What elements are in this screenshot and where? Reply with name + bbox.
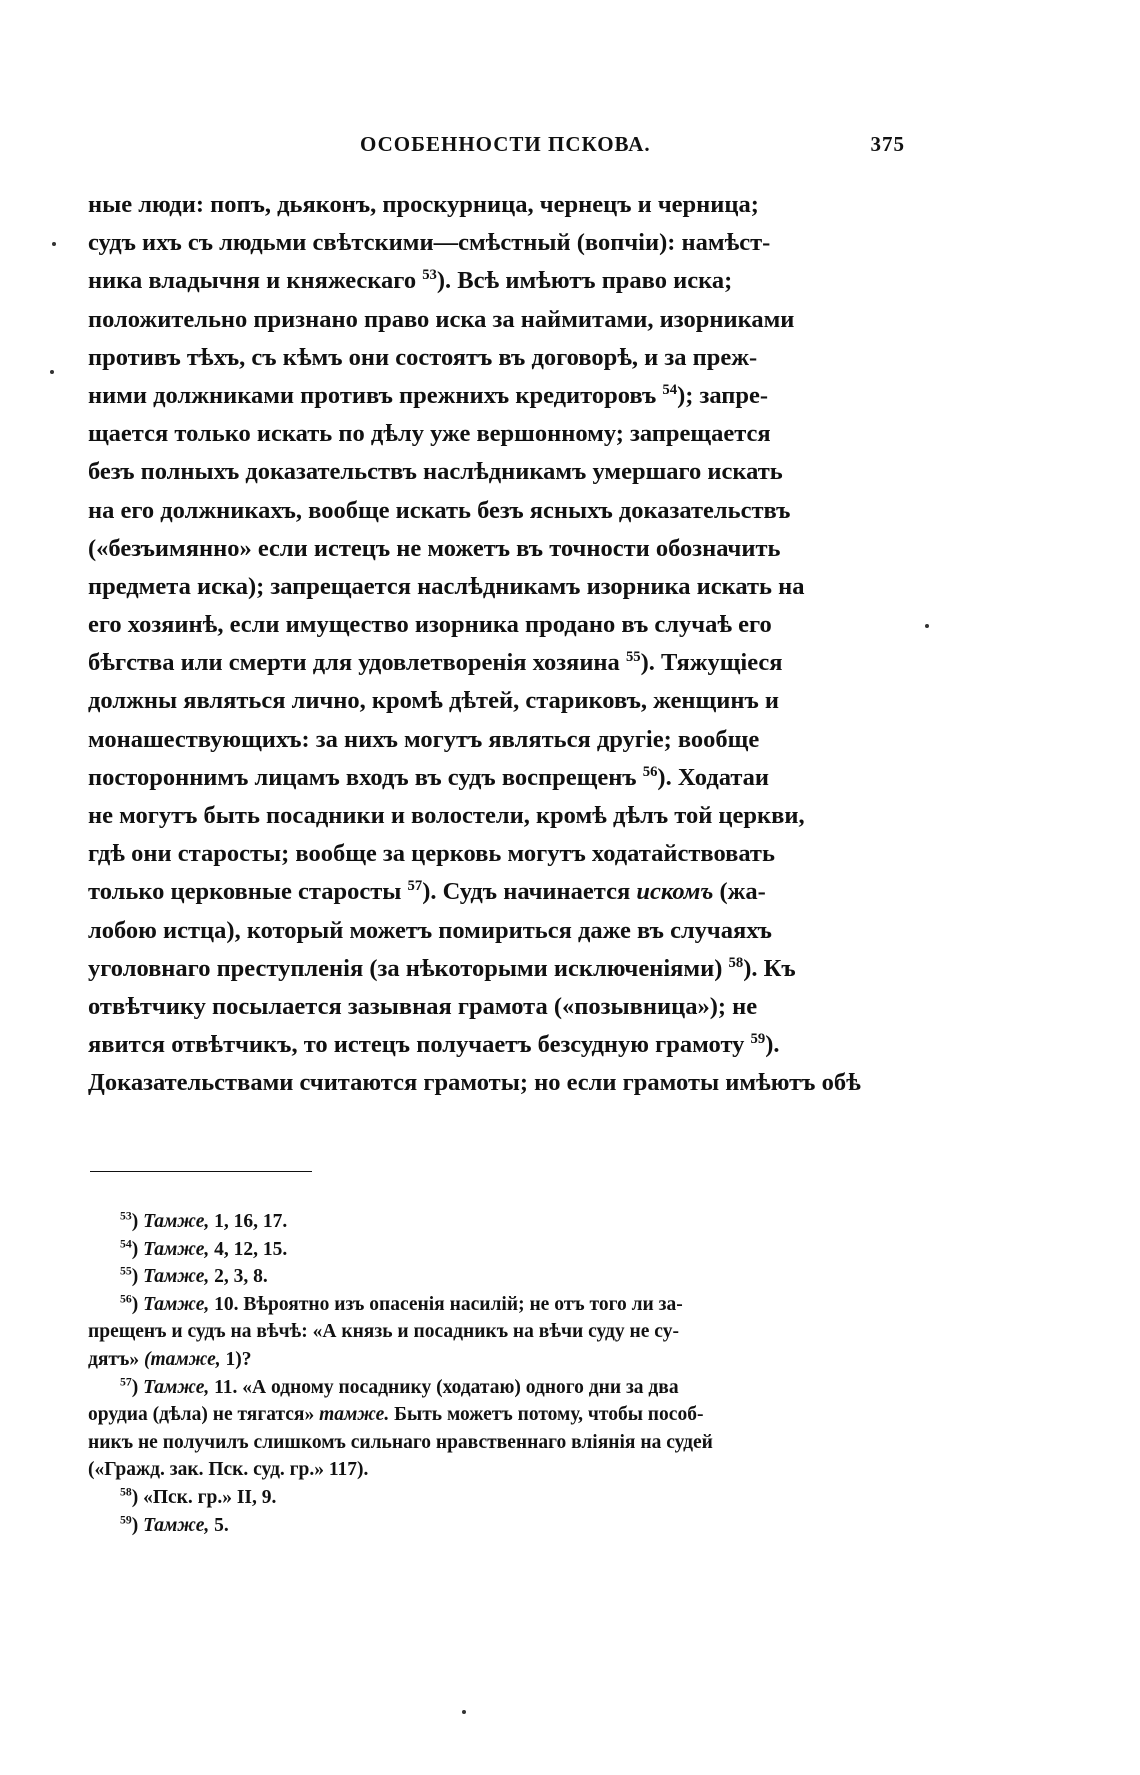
text-line: не могутъ быть посадники и волостели, кромѣ дѣлъ той церкви,	[88, 802, 805, 829]
text-line: отвѣтчику посылается зазывная грамота («позывница»); не	[88, 992, 758, 1020]
footnote-continuation: никъ не получилъ слишкомъ сильнаго нравственнаго влiянiя на судей	[88, 1431, 713, 1453]
page-title: ОСОБЕННОСТИ ПСКОВА.	[360, 132, 651, 156]
footnote-continuation: («Гражд. зак. Пск. суд. гр.» 117).	[88, 1459, 369, 1481]
footnote-ref: 56	[642, 763, 658, 780]
footnote: $^{58}$) «Пск. гр.» II, 9.	[120, 1485, 277, 1508]
text-line: Доказательствами считаются грамоты; но если грамоты имѣютъ обѣ	[88, 1069, 861, 1097]
text-line: безъ полныхъ доказательствъ наслѣдникамъ умершаго искать	[88, 458, 783, 486]
text-line: уголовнаго преступленiя (за нѣкоторыми исключенiями) $^{58}$). Къ	[88, 954, 796, 982]
footnote: $^{54}$) Тамже, 4, 12, 15.	[120, 1237, 288, 1260]
text-line: судъ ихъ съ людьми свѣтскими—смѣстный (вопчiи): намѣст-	[88, 229, 771, 257]
footnote: $^{56}$) Тамже, 10. Вѣроятно изъ опасенiя насилiй; не отъ того ли за-	[120, 1292, 683, 1315]
footnote-ref: 59	[750, 1030, 766, 1047]
footnote-ref: 58	[728, 954, 744, 971]
footnote-continuation: дятъ» (тамже, 1)?	[88, 1348, 252, 1370]
footnote: $^{57}$) Тамже, 11. «А одному посаднику (ходатаю) одного дни за два	[120, 1375, 679, 1398]
text-line: постороннимъ лицамъ входъ въ судъ воспрещенъ $^{56}$). Ходатаи	[88, 763, 770, 791]
scan-speck	[52, 242, 56, 246]
body-text	[88, 186, 904, 1103]
footnote-ref: 57	[407, 878, 423, 895]
text-line: противъ тѣхъ, съ кѣмъ они состоятъ въ договорѣ, и за преж-	[88, 343, 758, 371]
scan-speck	[925, 624, 929, 628]
text-line: положительно признано право иска за наймитами, изорниками	[88, 305, 795, 333]
footnotes	[88, 1208, 904, 1539]
running-head	[360, 132, 905, 162]
footnote-ref: 53	[422, 267, 437, 284]
footnote-continuation: прещенъ и судъ на вѣчѣ: «А князь и посадникъ на вѣчи суду не су-	[88, 1321, 679, 1343]
scan-speck	[50, 370, 54, 374]
footnote-ref: 54	[662, 381, 678, 398]
text-line: гдѣ они старосты; вообще за церковь могутъ ходатайствовать	[88, 840, 775, 868]
text-line: явится отвѣтчикъ, то истецъ получаетъ безсудную грамоту $^{59}$).	[88, 1030, 780, 1059]
text-line: ника владычня и княжескаго $^{53}$). Всѣ имѣютъ право иска;	[88, 267, 733, 295]
page-number: 375	[870, 132, 905, 156]
text-line: («безъимянно» если истецъ не можетъ въ точности обозначить	[88, 534, 781, 562]
text-line: лобою истца), который можетъ помириться даже въ случаяхъ	[88, 916, 772, 944]
scan-speck	[462, 1710, 466, 1714]
text-line: ные люди: попъ, дьяконъ, проскурница, чернецъ и черница;	[88, 191, 759, 218]
text-line: предмета иска); запрещается наслѣдникамъ изорника искать на	[88, 572, 805, 600]
footnote: $^{55}$) Тамже, 2, 3, 8.	[120, 1264, 268, 1288]
text-line: должны являться лично, кромѣ дѣтей, стариковъ, женщинъ и	[88, 687, 779, 715]
text-line: щается только искать по дѣлу уже вершонному; запрещается	[88, 420, 771, 448]
footnote: $^{59}$) Тамже, 5.	[120, 1513, 229, 1536]
footnote: $^{53}$) Тамже, 1, 16, 17.	[120, 1209, 288, 1232]
italic-term: искомъ	[636, 878, 714, 906]
footnote-ref: 55	[625, 649, 641, 666]
text-line: его хозяинѣ, если имущество изорника продано въ случаѣ его	[88, 611, 772, 639]
text-line: только церковные старосты $^{57}$). Судъ начинается искомъ (жа-	[88, 878, 766, 906]
footnote-continuation: орудиа (дѣла) не тягатся» тамже. Быть можетъ потому, чтобы пособ-	[88, 1404, 704, 1426]
text-line: ними должниками противъ прежнихъ кредиторовъ $^{54}$); запре-	[88, 381, 769, 409]
footnote-rule	[90, 1171, 312, 1172]
text-line: бѣгства или смерти для удовлетворенiя хозяина $^{55}$). Тяжущiеся	[88, 649, 783, 677]
text-line: монашествующихъ: за нихъ могутъ являться другiе; вообще	[88, 725, 760, 753]
text-line: на его должникахъ, вообще искать безъ ясныхъ доказательствъ	[88, 496, 791, 524]
